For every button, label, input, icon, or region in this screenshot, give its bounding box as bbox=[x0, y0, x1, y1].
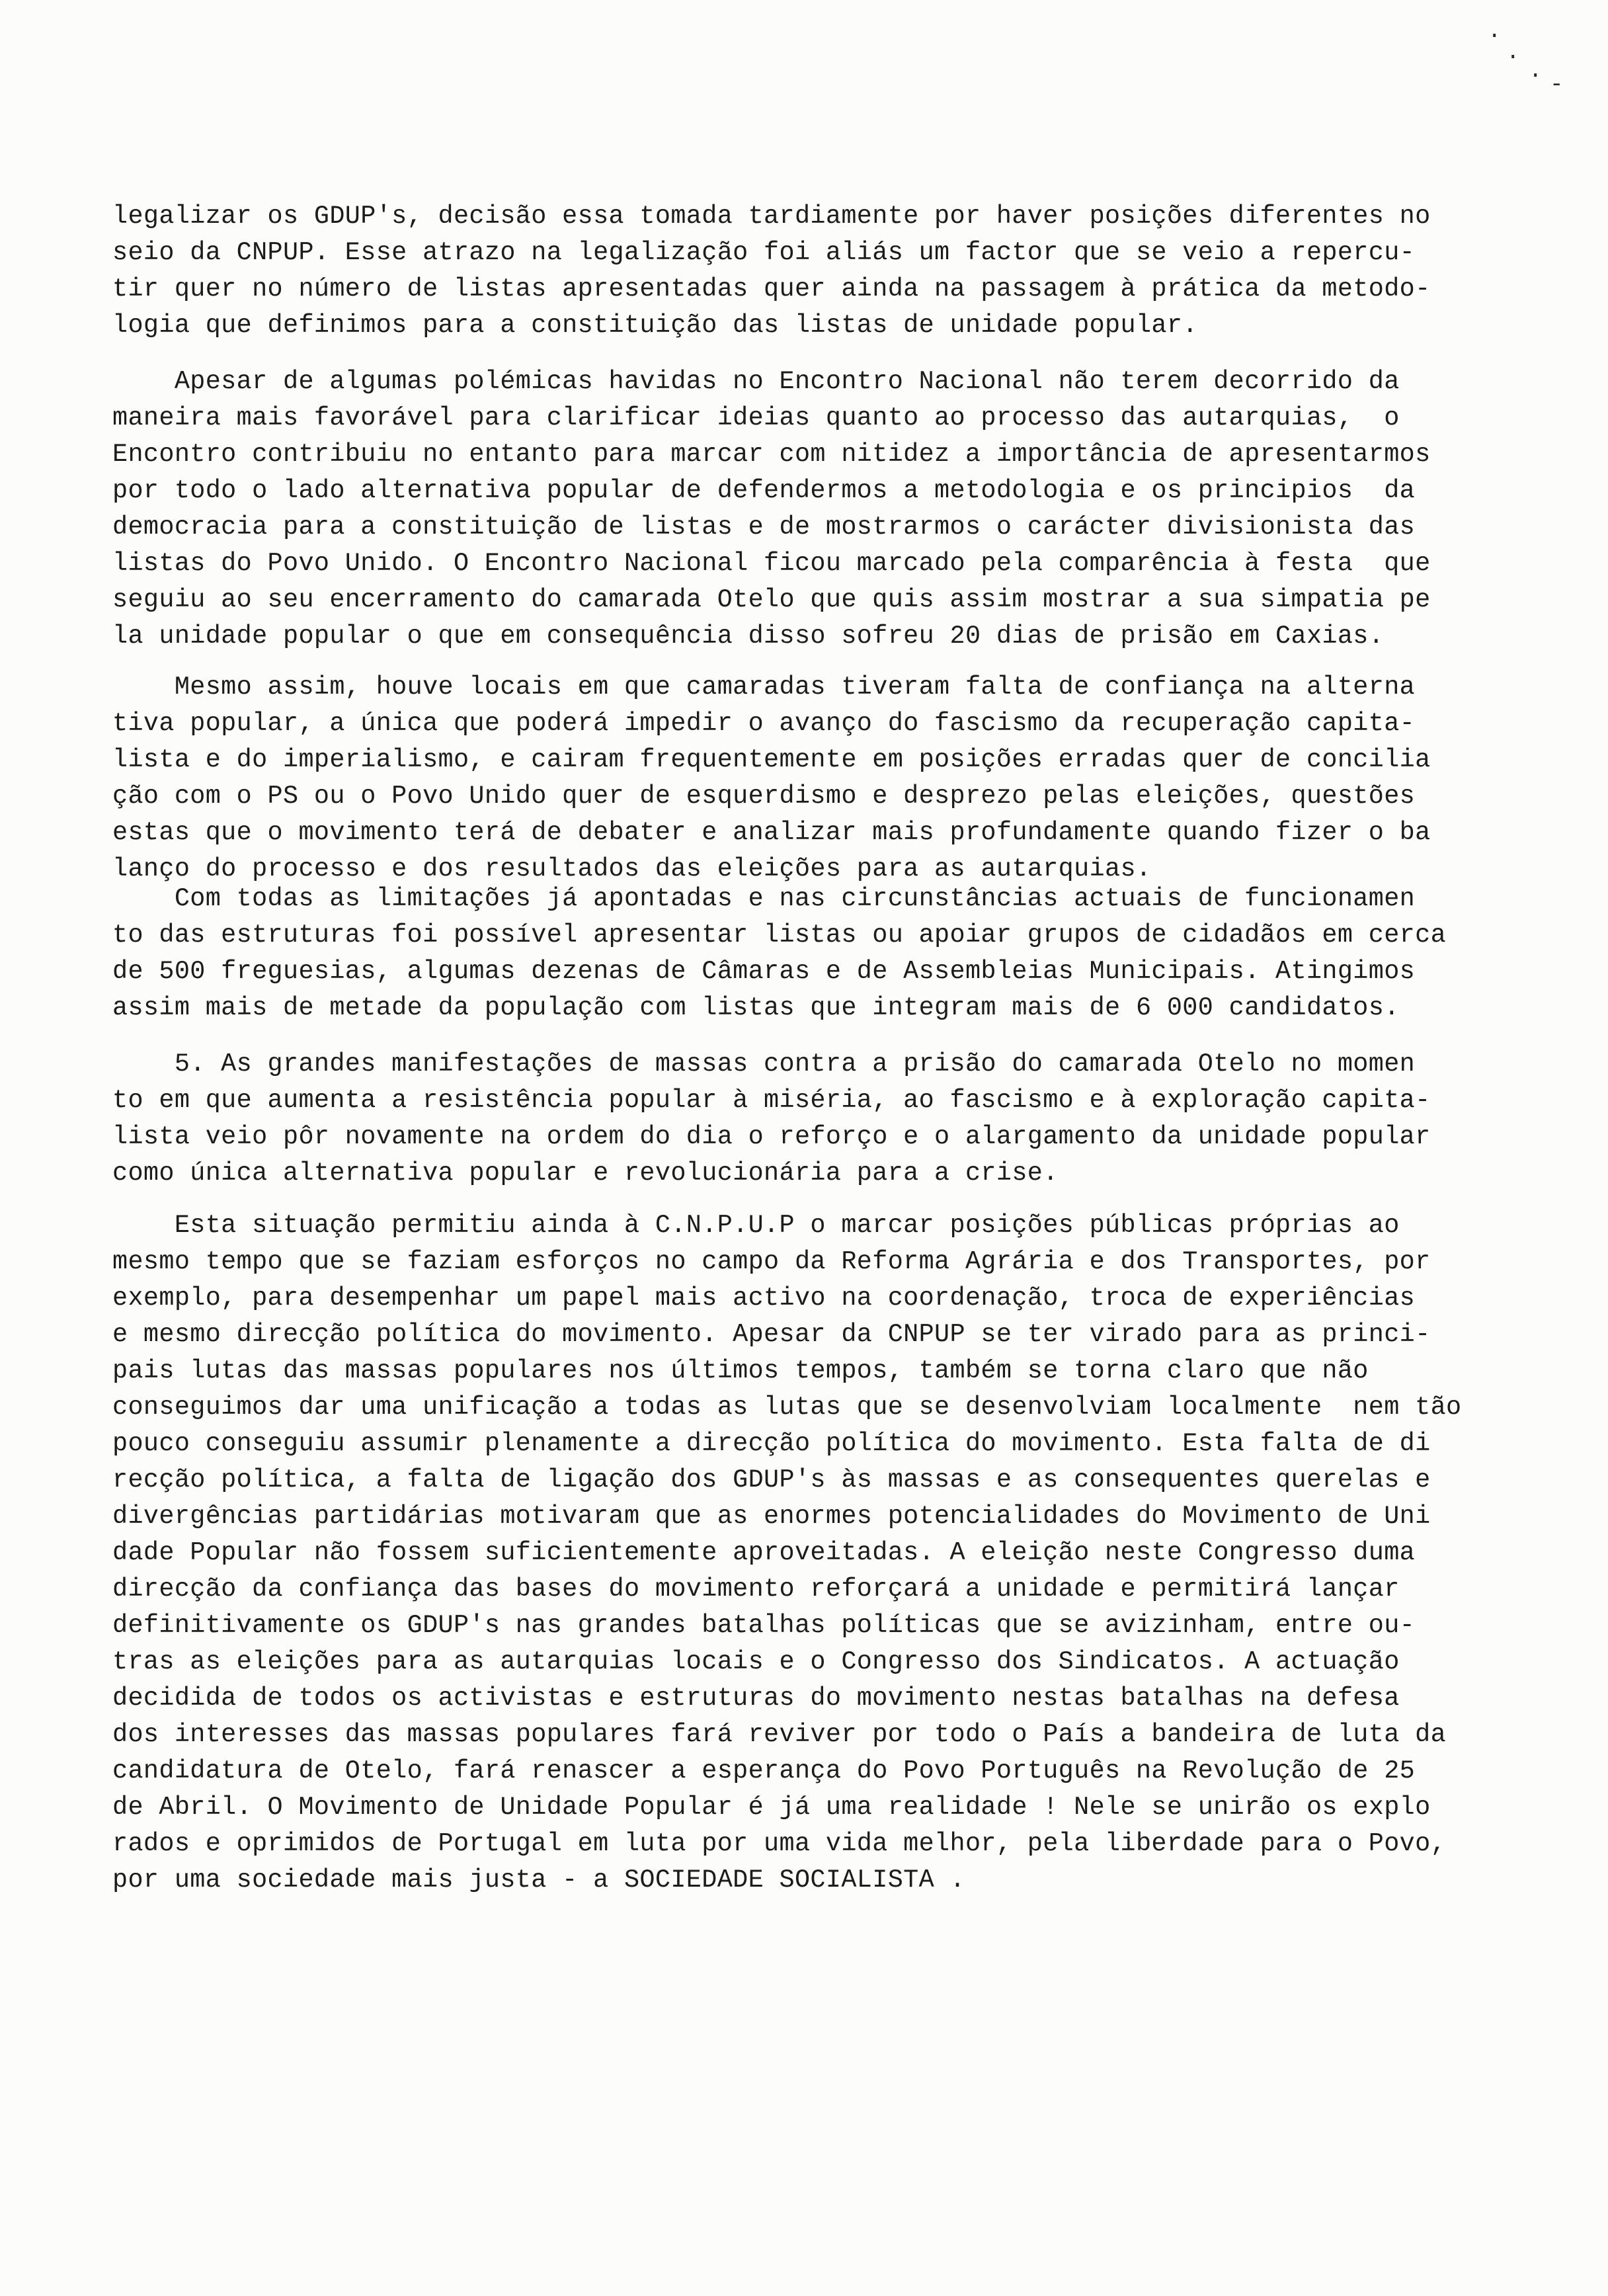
paragraph-lists-results bbox=[112, 881, 1534, 1026]
text-line: divergências partidárias motivaram que as enormes potencialidades do Movimento de Uni bbox=[112, 1502, 1431, 1531]
text-line: seio da CNPUP. Esse atrazo na legalização foi aliás um factor que se veio a repercu- bbox=[112, 238, 1416, 267]
text-line: dos interesses das massas populares fará reviver por todo o País a bandeira de luta da bbox=[112, 1720, 1447, 1749]
text-line: de Abril. O Movimento de Unidade Popular é já uma realidade ! Nele se unirão os explo bbox=[112, 1793, 1431, 1822]
page-speck: - bbox=[1550, 73, 1564, 98]
text-line: pouco conseguiu assumir plenamente a direcção política do movimento. Esta falta de di bbox=[112, 1429, 1431, 1458]
text-line: Esta situação permitiu ainda à C.N.P.U.P o marcar posições públicas próprias ao bbox=[112, 1211, 1400, 1240]
text-line: de 500 freguesias, algumas dezenas de Câmaras e de Assembleias Municipais. Atingimos bbox=[112, 957, 1416, 986]
text-line: por uma sociedade mais justa - a SOCIEDADE SOCIALISTA . bbox=[112, 1866, 965, 1895]
text-line: lista e do imperialismo, e cairam frequentemente em posições erradas quer de concilia bbox=[112, 745, 1431, 774]
text-line: conseguimos dar uma unificação a todas as lutas que se desenvolviam localmente nem tão bbox=[112, 1393, 1462, 1422]
text-line: democracia para a constituição de listas e de mostrarmos o carácter divisionista das bbox=[112, 512, 1416, 542]
text-line: Apesar de algumas polémicas havidas no Encontro Nacional não terem decorrido da bbox=[112, 367, 1400, 396]
text-line: lanço do processo e dos resultados das eleições para as autarquias. bbox=[112, 854, 1152, 883]
text-line: exemplo, para desempenhar um papel mais activo na coordenação, troca de experiências bbox=[112, 1284, 1416, 1313]
text-line: tras as eleições para as autarquias locais e o Congresso dos Sindicatos. A actuação bbox=[112, 1647, 1400, 1676]
paragraph-lack-of-confidence bbox=[112, 669, 1534, 887]
text-line: estas que o movimento terá de debater e analizar mais profundamente quando fizer o ba bbox=[112, 818, 1431, 847]
text-line: tir quer no número de listas apresentadas quer ainda na passagem à prática da metodo- bbox=[112, 274, 1431, 304]
paragraph-cnpup-situation bbox=[112, 1208, 1534, 1899]
text-line: direcção da confiança das bases do movimento reforçará a unidade e permitirá lançar bbox=[112, 1575, 1400, 1604]
text-line: seguiu ao seu encerramento do camarada Otelo que quis assim mostrar a sua simpatia pe bbox=[112, 585, 1431, 614]
text-line: candidatura de Otelo, fará renascer a esperança do Povo Português na Revolução de 25 bbox=[112, 1756, 1416, 1785]
text-line: definitivamente os GDUP's nas grandes batalhas políticas que se avizinham, entre ou- bbox=[112, 1611, 1416, 1640]
text-line: legalizar os GDUP's, decisão essa tomada tardiamente por haver posições diferentes no bbox=[112, 202, 1431, 231]
paragraph-point-5 bbox=[112, 1046, 1534, 1192]
text-line: Com todas as limitações já apontadas e nas circunstâncias actuais de funcionamen bbox=[112, 884, 1416, 913]
text-line: pais lutas das massas populares nos últimos tempos, também se torna claro que não bbox=[112, 1356, 1369, 1385]
text-line: Mesmo assim, houve locais em que camaradas tiveram falta de confiança na alterna bbox=[112, 673, 1416, 702]
paragraph-national-meeting bbox=[112, 364, 1534, 655]
text-line: dade Popular não fossem suficientemente aproveitadas. A eleição neste Congresso duma bbox=[112, 1538, 1416, 1567]
text-line: decidida de todos os activistas e estruturas do movimento nestas batalhas na defesa bbox=[112, 1684, 1400, 1713]
text-line: 5. As grandes manifestações de massas contra a prisão do camarada Otelo no momen bbox=[112, 1049, 1416, 1079]
text-line: listas do Povo Unido. O Encontro Nacional ficou marcado pela comparência à festa que bbox=[112, 549, 1431, 578]
text-line: como única alternativa popular e revolucionária para a crise. bbox=[112, 1159, 1059, 1188]
text-line: Encontro contribuiu no entanto para marcar com nitidez a importância de apresentarmos bbox=[112, 440, 1431, 469]
text-line: la unidade popular o que em consequência disso sofreu 20 dias de prisão em Caxias. bbox=[112, 622, 1385, 651]
text-line: tiva popular, a única que poderá impedir o avanço do fascismo da recuperação capita- bbox=[112, 709, 1416, 738]
text-line: por todo o lado alternativa popular de defendermos a metodologia e os principios da bbox=[112, 476, 1416, 505]
text-line: recção política, a falta de ligação dos GDUP's às massas e as consequentes querelas e bbox=[112, 1465, 1431, 1495]
page-speck: · bbox=[1488, 24, 1502, 49]
text-line: logia que definimos para a constituição das listas de unidade popular. bbox=[112, 311, 1198, 340]
text-line: mesmo tempo que se faziam esforços no campo da Reforma Agrária e dos Transportes, por bbox=[112, 1247, 1431, 1276]
text-line: to em que aumenta a resistência popular à miséria, ao fascismo e à exploração capita- bbox=[112, 1086, 1431, 1115]
page-speck: · bbox=[1529, 63, 1543, 89]
text-line: to das estruturas foi possível apresentar listas ou apoiar grupos de cidadãos em cerca bbox=[112, 921, 1447, 950]
paragraph-legalization-delay bbox=[112, 198, 1534, 344]
page-speck: · bbox=[1506, 45, 1520, 70]
text-line: e mesmo direcção política do movimento. Apesar da CNPUP se ter virado para as princi- bbox=[112, 1320, 1431, 1349]
text-line: maneira mais favorável para clarificar ideias quanto ao processo das autarquias, o bbox=[112, 403, 1400, 432]
text-line: ção com o PS ou o Povo Unido quer de esquerdismo e desprezo pelas eleições, questões bbox=[112, 782, 1416, 811]
text-line: rados e oprimidos de Portugal em luta por uma vida melhor, pela liberdade para o Povo, bbox=[112, 1829, 1447, 1858]
text-line: assim mais de metade da população com listas que integram mais de 6 000 candidatos. bbox=[112, 993, 1400, 1022]
text-line: lista veio pôr novamente na ordem do dia o reforço e o alargamento da unidade popular bbox=[112, 1122, 1431, 1151]
